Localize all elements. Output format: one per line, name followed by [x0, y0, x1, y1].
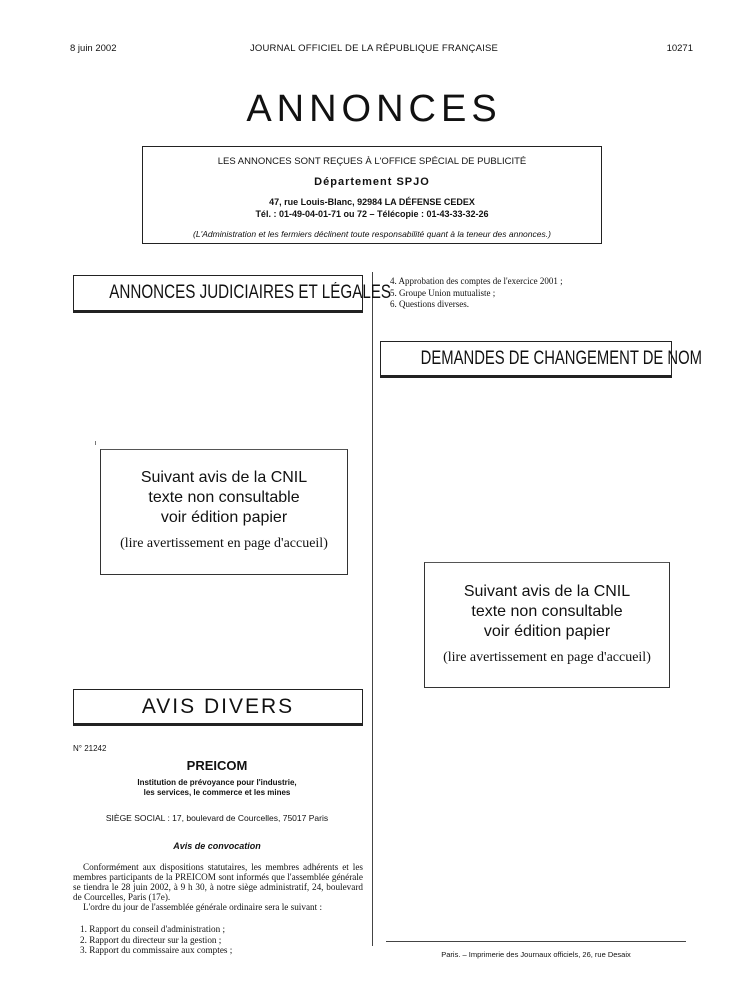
info-telephone: Tél. : 01-49-04-01-71 ou 72 – Télécopie : 01-43-33-32-26	[255, 209, 489, 219]
cnil-notice-left	[100, 449, 348, 575]
section-avis-divers	[73, 689, 363, 724]
agenda-continuation	[390, 276, 563, 311]
cnil-line-2: texte non consultable	[148, 489, 300, 506]
organization-name: PREICOM	[186, 758, 248, 773]
crop-mark	[95, 441, 96, 445]
cnil-line-1: Suivant avis de la CNIL	[140, 469, 308, 486]
section-judiciaires-title: ANNONCES JUDICIAIRES ET LÉGALES	[109, 282, 392, 303]
notice-number: N° 21242	[73, 744, 107, 753]
agenda-item: 6. Questions diverses.	[390, 299, 469, 309]
cnil-line-3: voir édition papier	[483, 623, 611, 640]
agenda-item: 4. Approbation des comptes de l'exercice 2001 ;	[390, 276, 563, 286]
organization-subtitle-line-1: Institution de prévoyance pour l'industrie,	[137, 778, 297, 787]
section-judiciaires-legales	[73, 275, 392, 311]
section-avis-divers-title: AVIS DIVERS	[141, 695, 295, 718]
cnil-line-1: Suivant avis de la CNIL	[463, 583, 631, 600]
agenda-list	[80, 924, 232, 956]
section-changement-title: DEMANDES DE CHANGEMENT DE NOM	[420, 348, 703, 369]
cnil-notice-right	[424, 562, 670, 688]
cnil-line-2: texte non consultable	[471, 603, 623, 620]
notice-paragraph-1: Conformément aux dispositions statutaires, les membres adhérents et les membres participants de la PREICOM sont informés que l'assemblée générale se tiendra le 28 juin 2002, à 9 h 30, à notre siège administratif, 24, boulevard de Courcelles, Paris (17e).	[73, 862, 363, 902]
agenda-item: 2. Rapport du directeur sur la gestion ;	[80, 934, 222, 945]
header-date: 8 juin 2002	[70, 43, 117, 54]
notice-paragraph-2: L'ordre du jour de l'assemblée générale ordinaire sera le suivant :	[83, 902, 323, 912]
organization-subtitle	[73, 778, 361, 798]
cnil-note: (lire avertissement en page d'accueil)	[120, 536, 328, 551]
journal-title: JOURNAL OFFICIEL DE LA RÉPUBLIQUE FRANÇAISE	[249, 43, 499, 54]
section-changement-nom	[380, 341, 703, 376]
info-reception-line: LES ANNONCES SONT REÇUES À L'OFFICE SPÉCIAL DE PUBLICITÉ	[217, 156, 527, 167]
info-department: Département SPJO	[314, 176, 430, 188]
footer-rule	[386, 941, 686, 942]
publicity-info-box	[142, 146, 602, 244]
notice-body	[73, 862, 363, 912]
page-title: ANNONCES	[246, 88, 502, 130]
agenda-item: 3. Rapport du commissaire aux comptes ;	[80, 945, 233, 955]
organization-subtitle-line-2: les services, le commerce et les mines	[143, 788, 291, 797]
page-number: 10271	[666, 43, 693, 54]
column-divider	[372, 272, 373, 946]
printer-footer: Paris. – Imprimerie des Journaux officiels, 26, rue Desaix	[441, 950, 631, 959]
cnil-note: (lire avertissement en page d'accueil)	[443, 650, 651, 665]
info-address: 47, rue Louis-Blanc, 92984 LA DÉFENSE CEDEX	[269, 197, 475, 207]
info-disclaimer: (L'Administration et les fermiers déclinent toute responsabilité quant à la teneur des annonces.)	[193, 229, 551, 239]
cnil-line-3: voir édition papier	[160, 509, 288, 526]
convocation-heading: Avis de convocation	[173, 841, 261, 851]
registered-office: SIÈGE SOCIAL : 17, boulevard de Courcelles, 75017 Paris	[105, 813, 329, 823]
agenda-item: 1. Rapport du conseil d'administration ;	[80, 924, 226, 934]
agenda-item: 5. Groupe Union mutualiste ;	[390, 287, 496, 298]
